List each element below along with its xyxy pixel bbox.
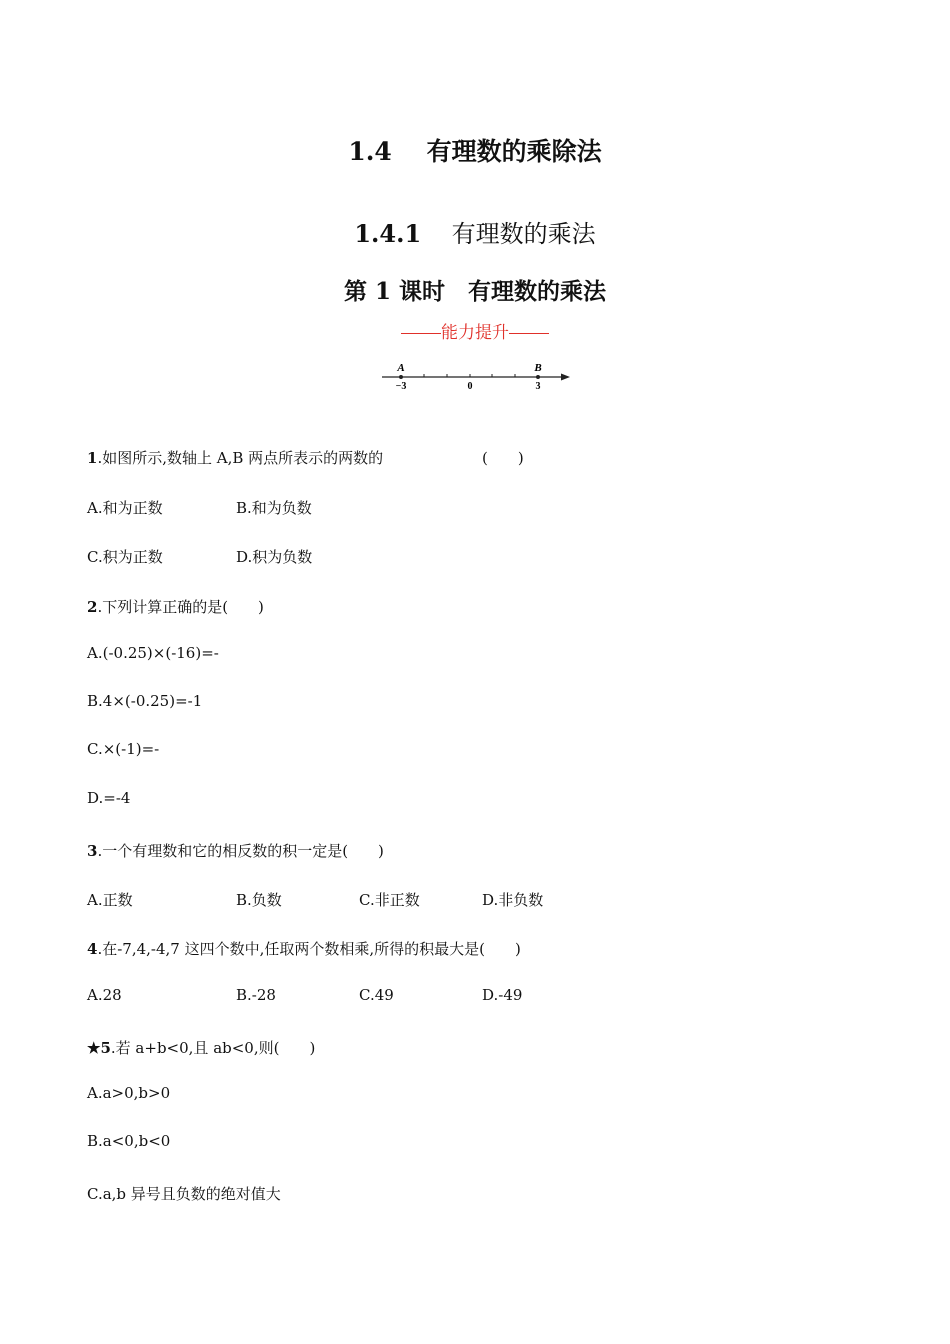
point-a-label: A	[397, 362, 405, 374]
point-b-dot	[536, 375, 540, 379]
answer-bracket: ( )	[482, 449, 524, 467]
subsection-heading	[0, 214, 950, 249]
section-heading	[0, 132, 950, 168]
option-c: C.非正数	[359, 891, 420, 909]
option-a: A.和为正数	[87, 499, 163, 517]
question-5	[87, 1037, 315, 1058]
question-4	[87, 938, 521, 959]
option-d: D.积为负数	[236, 548, 313, 566]
point-b-label: B	[534, 362, 542, 374]
question-3	[87, 840, 384, 861]
question-text: .一个有理数和它的相反数的积一定是( )	[97, 842, 384, 860]
question-text: .在-7,4,-4,7 这四个数中,任取两个数相乘,所得的积最大是( )	[97, 940, 521, 958]
option-c: C.a,b 异号且负数的绝对值大	[87, 1185, 281, 1203]
section-title: 有理数的乘除法	[426, 137, 602, 166]
option-c: C.49	[359, 986, 394, 1004]
subsection-title: 有理数的乘法	[451, 220, 596, 248]
question-number: 1	[87, 449, 98, 467]
option-b: B.负数	[236, 891, 282, 909]
question-number: ★5	[87, 1039, 111, 1057]
subsection-number: 1.4.1	[354, 219, 422, 248]
tick-label-neg3: −3	[395, 381, 407, 392]
badge-left-rule	[401, 333, 441, 334]
tick-label-3: 3	[535, 381, 541, 392]
option-a: A.28	[87, 986, 122, 1004]
option-c: C.×(-1)=-	[87, 740, 160, 758]
option-a: A.(-0.25)×(-16)=-	[87, 644, 219, 662]
option-b: B.-28	[236, 986, 276, 1004]
question-2	[87, 596, 264, 617]
option-a: A.a>0,b>0	[87, 1084, 171, 1102]
question-number: 4	[87, 940, 98, 958]
option-b: B.a<0,b<0	[87, 1132, 171, 1150]
section-badge	[0, 318, 950, 343]
tick-label-0: 0	[467, 381, 473, 392]
option-d: D.=-4	[87, 789, 131, 807]
question-number: 2	[87, 598, 98, 616]
option-c: C.积为正数	[87, 548, 163, 566]
question-text: .下列计算正确的是( )	[97, 598, 264, 616]
question-1	[87, 447, 383, 468]
option-d: D.-49	[482, 986, 523, 1004]
option-d: D.非负数	[482, 891, 544, 909]
badge-label: 能力提升	[441, 323, 509, 343]
badge-right-rule	[509, 333, 549, 334]
number-line-figure	[378, 358, 578, 398]
lesson-title: 第 1 课时 有理数的乘法	[343, 278, 607, 305]
question-text: .若 a+b<0,且 ab<0,则( )	[110, 1039, 316, 1057]
section-number: 1.4	[348, 137, 392, 166]
option-b: B.和为负数	[236, 499, 312, 517]
number-line-arrow	[561, 374, 570, 381]
option-a: A.正数	[87, 891, 133, 909]
point-a-dot	[399, 375, 403, 379]
question-number: 3	[87, 842, 98, 860]
question-text: .如图所示,数轴上 A,B 两点所表示的两数的	[97, 449, 384, 467]
option-b: B.4×(-0.25)=-1	[87, 692, 203, 710]
